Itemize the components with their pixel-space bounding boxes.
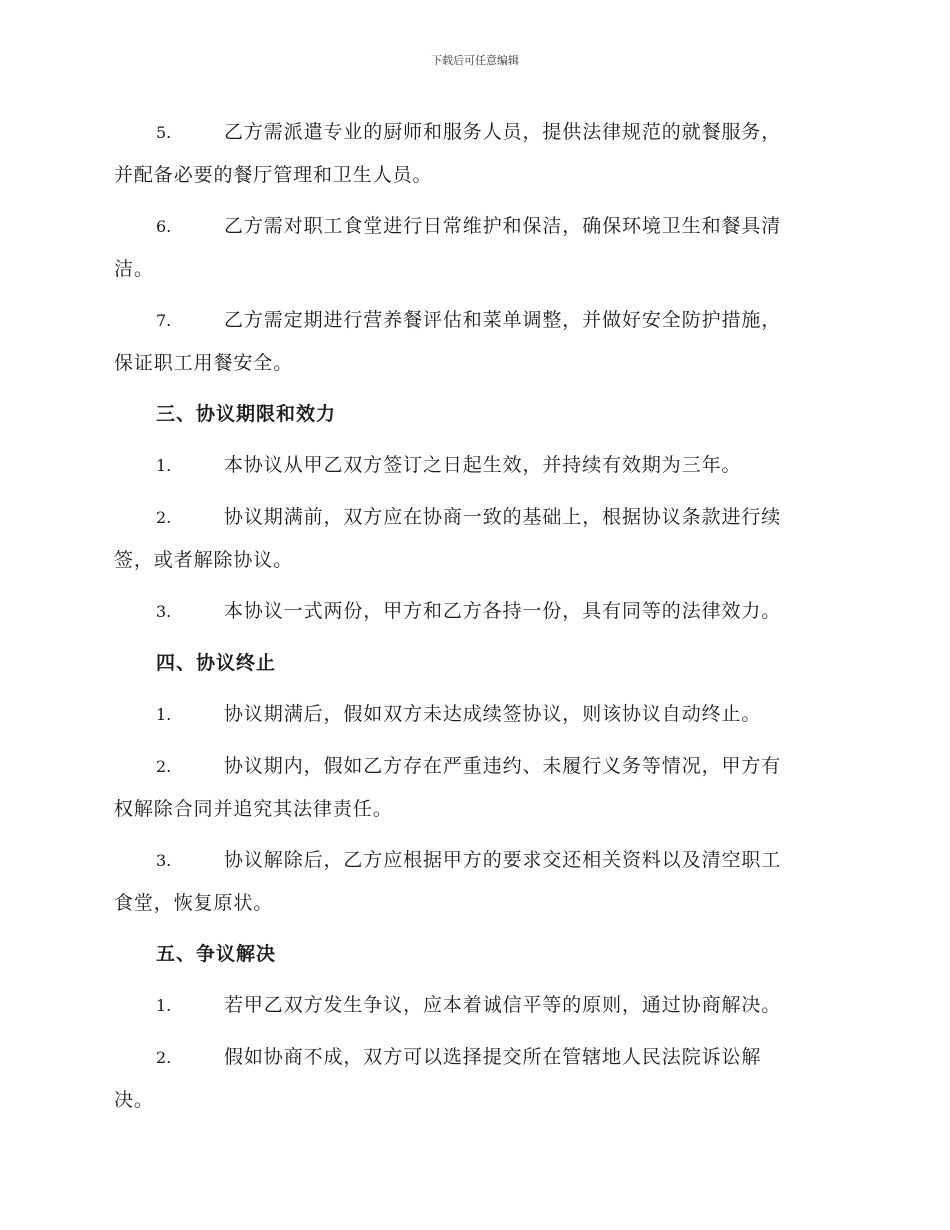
clause-text: 乙方需定期进行营养餐评估和菜单调整，并做好安全防护措施， bbox=[224, 309, 782, 331]
clause-number: 3. bbox=[156, 602, 172, 621]
section-heading: 四、协议终止 bbox=[156, 652, 277, 674]
page-header: 下载后可任意编辑 bbox=[431, 54, 519, 67]
clause-text-continued: 决。 bbox=[114, 1089, 154, 1111]
clause-number: 2. bbox=[156, 508, 172, 527]
clause-text: 若甲乙双方发生争议，应本着诚信平等的原则，通过协商解决。 bbox=[224, 994, 782, 1016]
clause-text: 协议期满前，双方应在协商一致的基础上，根据协议条款进行续 bbox=[224, 506, 782, 528]
clause-item bbox=[114, 111, 836, 196]
clause-item bbox=[114, 496, 836, 581]
clause-number: 6. bbox=[156, 217, 172, 236]
clause-number: 3. bbox=[156, 851, 172, 870]
clause-text-continued: 并配备必要的餐厅管理和卫生人员。 bbox=[114, 164, 433, 186]
clause-number: 2. bbox=[156, 757, 172, 776]
clause-text-continued: 洁。 bbox=[114, 258, 154, 280]
clause-text: 协议期满后，假如双方未达成续签协议，则该协议自动终止。 bbox=[224, 703, 762, 725]
clause-text-continued: 保证职工用餐安全。 bbox=[114, 352, 294, 374]
clause-text: 乙方需对职工食堂进行日常维护和保洁，确保环境卫生和餐具清 bbox=[224, 215, 782, 237]
clause-item bbox=[114, 839, 836, 924]
clause-item bbox=[114, 984, 836, 1027]
clause-number: 1. bbox=[156, 705, 172, 724]
clause-text-continued: 权解除合同并追究其法律责任。 bbox=[114, 798, 393, 820]
section-heading: 五、争议解决 bbox=[156, 943, 277, 965]
clause-number: 1. bbox=[156, 456, 172, 475]
clause-text: 本协议从甲乙双方签订之日起生效，并持续有效期为三年。 bbox=[224, 454, 742, 476]
clause-item bbox=[114, 745, 836, 830]
clause-number: 7. bbox=[156, 311, 172, 330]
clause-item bbox=[114, 299, 836, 384]
clause-number: 1. bbox=[156, 996, 172, 1015]
clause-item bbox=[114, 205, 836, 290]
clause-text: 本协议一式两份，甲方和乙方各持一份，具有同等的法律效力。 bbox=[224, 600, 782, 622]
clause-text: 假如协商不成，双方可以选择提交所在管辖地人民法院诉讼解 bbox=[224, 1046, 762, 1068]
clause-item bbox=[114, 1036, 836, 1121]
document-body bbox=[114, 111, 836, 1130]
section-heading: 三、协议期限和效力 bbox=[156, 403, 337, 425]
clause-item bbox=[114, 693, 836, 736]
clause-text-continued: 食堂，恢复原状。 bbox=[114, 892, 274, 914]
clause-text: 协议期内，假如乙方存在严重违约、未履行义务等情况，甲方有 bbox=[224, 755, 782, 777]
clause-number: 5. bbox=[156, 123, 172, 142]
clause-text: 协议解除后，乙方应根据甲方的要求交还相关资料以及清空职工 bbox=[224, 849, 782, 871]
clause-text-continued: 签，或者解除协议。 bbox=[114, 549, 294, 571]
clause-text: 乙方需派遣专业的厨师和服务人员，提供法律规范的就餐服务， bbox=[224, 121, 782, 143]
clause-number: 2. bbox=[156, 1048, 172, 1067]
clause-item bbox=[114, 590, 836, 633]
clause-item bbox=[114, 444, 836, 487]
